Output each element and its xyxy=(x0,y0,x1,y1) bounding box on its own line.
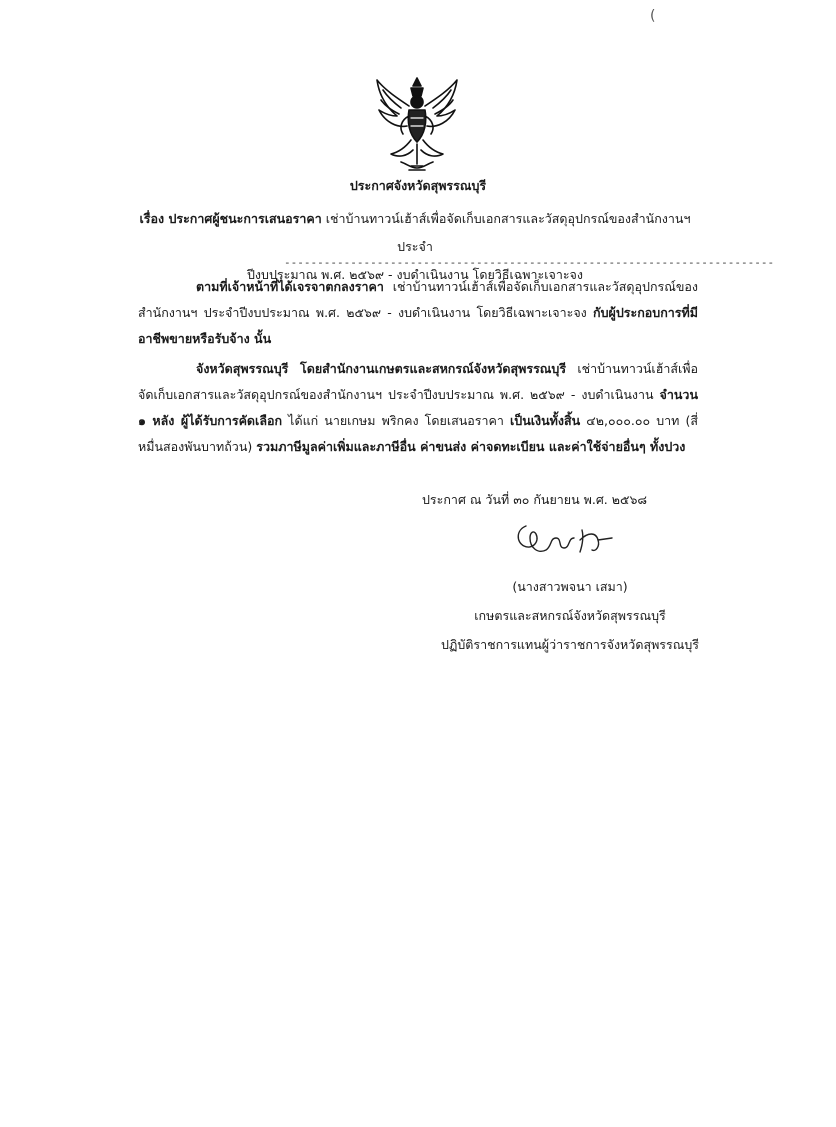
para2-bold-4: รวมภาษีมูลค่าเพิ่มและภาษีอื่น ค่าขนส่ง ค่าจดทะเบียน และค่าใช้จ่ายอื่นๆ ทั้งปวง xyxy=(256,439,686,454)
signature-icon xyxy=(512,520,622,562)
subject-line1: เช่าบ้านทาวน์เฮ้าส์เพื่อจัดเก็บเอกสารและวัสดุอุปกรณ์ของสำนักงานฯ ประจำ xyxy=(321,211,691,254)
subject-label: เรื่อง ประกาศผู้ชนะการเสนอราคา xyxy=(139,211,322,226)
signer-position-2: ปฏิบัติราชการแทนผู้ว่าราชการจังหวัดสุพรรณบุรี xyxy=(441,637,699,652)
para2-bold-2: จำนวน ๑ หลัง ผู้ได้รับการคัดเลือก xyxy=(138,387,698,428)
signer-block xyxy=(430,572,710,659)
corner-mark: ( xyxy=(650,8,656,24)
announce-date: ประกาศ ณ วันที่ ๓๐ กันยายน พ.ศ. ๒๕๖๘ xyxy=(422,492,648,507)
para2-bold-3: เป็นเงินทั้งสิ้น xyxy=(510,413,581,428)
para2-bold-1: จังหวัดสุพรรณบุรี โดยสำนักงานเกษตรและสหกรณ์จังหวัดสุพรรณบุรี xyxy=(196,361,567,376)
signer-position-1: เกษตรและสหกรณ์จังหวัดสุพรรณบุรี xyxy=(474,608,666,623)
separator-line: -------------------------------------------------------------------------- xyxy=(284,256,775,269)
para2-text-1: เช่าบ้านทาวน์เฮ้าส์เพื่อจัดเก็บเอกสารและวัสดุอุปกรณ์ของสำนักงานฯ ประจำปีงบประมาณ พ.ศ. ๒๕๖๙ - งบดำเนินงาน xyxy=(138,361,698,402)
body-paragraph-2 xyxy=(138,356,698,460)
para1-bold-1: ตามที่เจ้าหน้าที่ได้เจรจาตกลงราคา xyxy=(196,279,384,294)
subject-line2: ปีงบประมาณ พ.ศ. ๒๕๖๙ - งบดำเนินงาน โดยวิธีเฉพาะเจาะจง xyxy=(246,267,583,282)
signer-name: (นางสาวพจนา เสมา) xyxy=(512,579,628,594)
garuda-emblem-icon xyxy=(371,72,463,174)
page-title: ประกาศจังหวัดสุพรรณบุรี xyxy=(349,178,487,193)
para2-text-2: ได้แก่ นายเกษม พริกคง โดยเสนอราคา xyxy=(282,413,510,428)
body-paragraph-1 xyxy=(138,274,698,352)
para2-text-3: ๔๒,๐๐๐.๐๐ บาท (สี่หมื่นสองพันบาทถ้วน) xyxy=(138,413,698,454)
para1-bold-2: กับผู้ประกอบการที่มีอาชีพขายหรือรับจ้าง นั้น xyxy=(138,305,698,346)
para1-text-1: เช่าบ้านทาวน์เฮ้าส์เพื่อจัดเก็บเอกสารและวัสดุอุปกรณ์ของสำนักงานฯ ประจำปีงบประมาณ พ.ศ. ๒๕๖๙ - งบดำเนินงาน โดยวิธีเฉพาะเจาะจง xyxy=(138,279,698,320)
